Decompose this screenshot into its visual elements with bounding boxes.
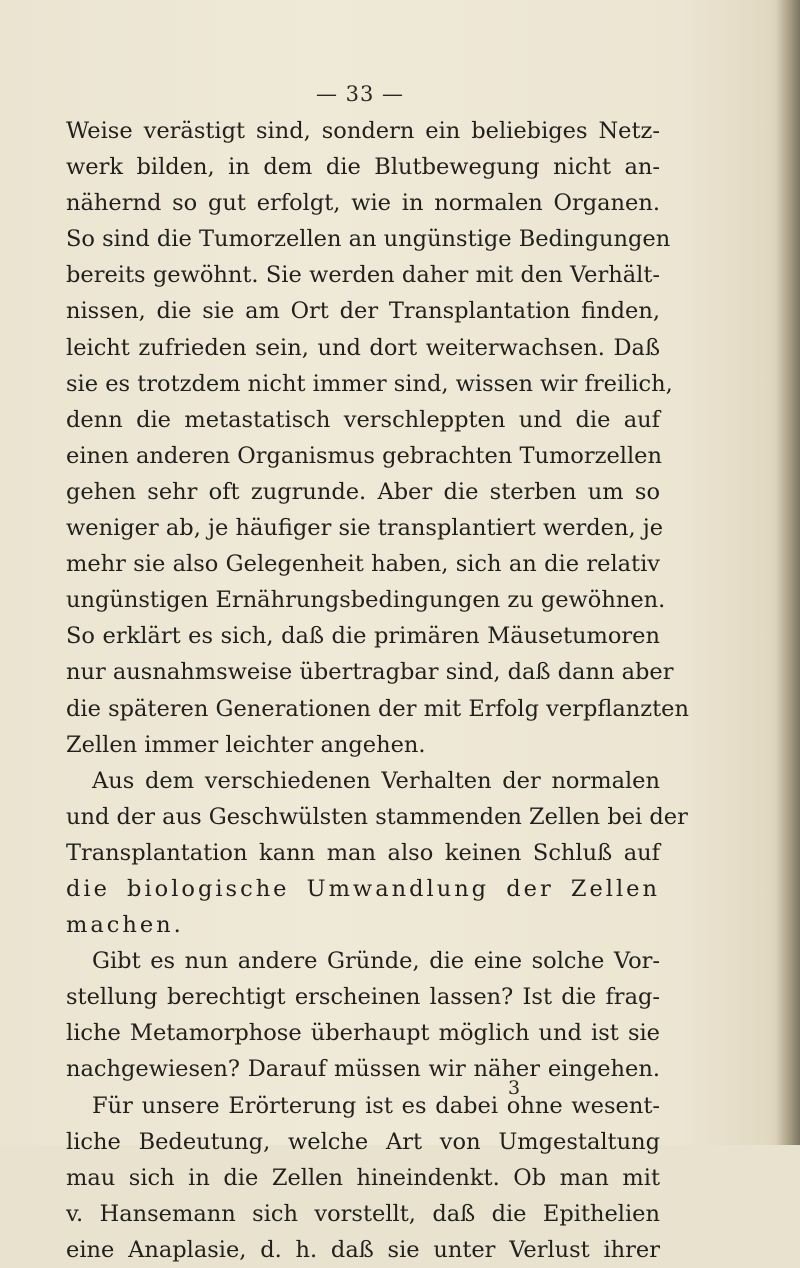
text-line: leicht zufrieden sein, und dort weiterwachsen. Daß xyxy=(66,334,660,361)
text-line: werk bilden, in dem die Blutbewegung nicht an- xyxy=(66,154,660,181)
text-line: die späteren Generationen der mit Erfolg verpflanzten xyxy=(66,695,689,722)
text-line: sie es trotzdem nicht immer sind, wissen wir freilich, xyxy=(66,370,673,397)
page-number: — 33 — xyxy=(315,82,405,106)
text-line: Gibt es nun andere Gründe, die eine solche Vor- xyxy=(92,948,660,975)
text-line: mau sich in die Zellen hineindenkt. Ob man mit xyxy=(66,1164,660,1191)
text-line: Für unsere Erörterung ist es dabei ohne wesent- xyxy=(92,1092,660,1119)
text-line: Weise verästigt sind, sondern ein beliebiges Netz- xyxy=(66,118,660,144)
text-line: bereits gewöhnt. Sie werden daher mit den Verhält- xyxy=(66,262,660,289)
text-line: So erklärt es sich, daß die primären Mäusetumoren xyxy=(66,623,660,650)
text-line: denn die metastatisch verschleppten und die auf xyxy=(66,406,660,433)
text-line: Transplantation kann man also keinen Schluß auf xyxy=(66,839,660,866)
text-line: ungünstigen Ernährungsbedingungen zu gewöhnen. xyxy=(66,587,666,614)
book-gutter-shadow xyxy=(776,0,800,1145)
text-line: nur ausnahmsweise übertragbar sind, daß dann aber xyxy=(66,659,674,686)
text-line: Zellen immer leichter angehen. xyxy=(66,731,426,758)
text-line: liche Metamorphose überhaupt möglich und ist sie xyxy=(66,1020,660,1047)
text-line: So sind die Tumorzellen an ungünstige Bedingungen xyxy=(66,226,671,253)
text-line: nissen, die sie am Ort der Transplantation finden, xyxy=(66,298,660,325)
text-line: nachgewiesen? Darauf müssen wir näher eingehen. xyxy=(66,1056,660,1083)
text-line: v. Hansemann sich vorstellt, daß die Epithelien xyxy=(66,1200,660,1227)
text-line: einen anderen Organismus gebrachten Tumorzellen xyxy=(66,442,662,469)
text-line: stellung berechtigt erscheinen lassen? Ist die frag- xyxy=(66,984,660,1011)
text-line: Aus dem verschiedenen Verhalten der normalen xyxy=(92,767,660,794)
text-line: nähernd so gut erfolgt, wie in normalen Organen. xyxy=(66,190,660,217)
text-line: eine Anaplasie, d. h. daß sie unter Verlust ihrer xyxy=(66,1236,660,1263)
text-line: und der aus Geschwülsten stammenden Zellen bei der xyxy=(66,803,688,830)
text-line: machen. xyxy=(66,912,184,939)
body-text xyxy=(66,113,689,1268)
text-line: die biologische Umwandlung der Zellen xyxy=(66,875,660,902)
signature-mark: 3 xyxy=(508,1077,521,1099)
text-line: mehr sie also Gelegenheit haben, sich an die relativ xyxy=(66,551,660,578)
text-line: liche Bedeutung, welche Art von Umgestaltung xyxy=(66,1128,660,1155)
text-line: gehen sehr oft zugrunde. Aber die sterben um so xyxy=(66,478,660,505)
text-line: weniger ab, je häufiger sie transplantiert werden, je xyxy=(66,515,664,542)
